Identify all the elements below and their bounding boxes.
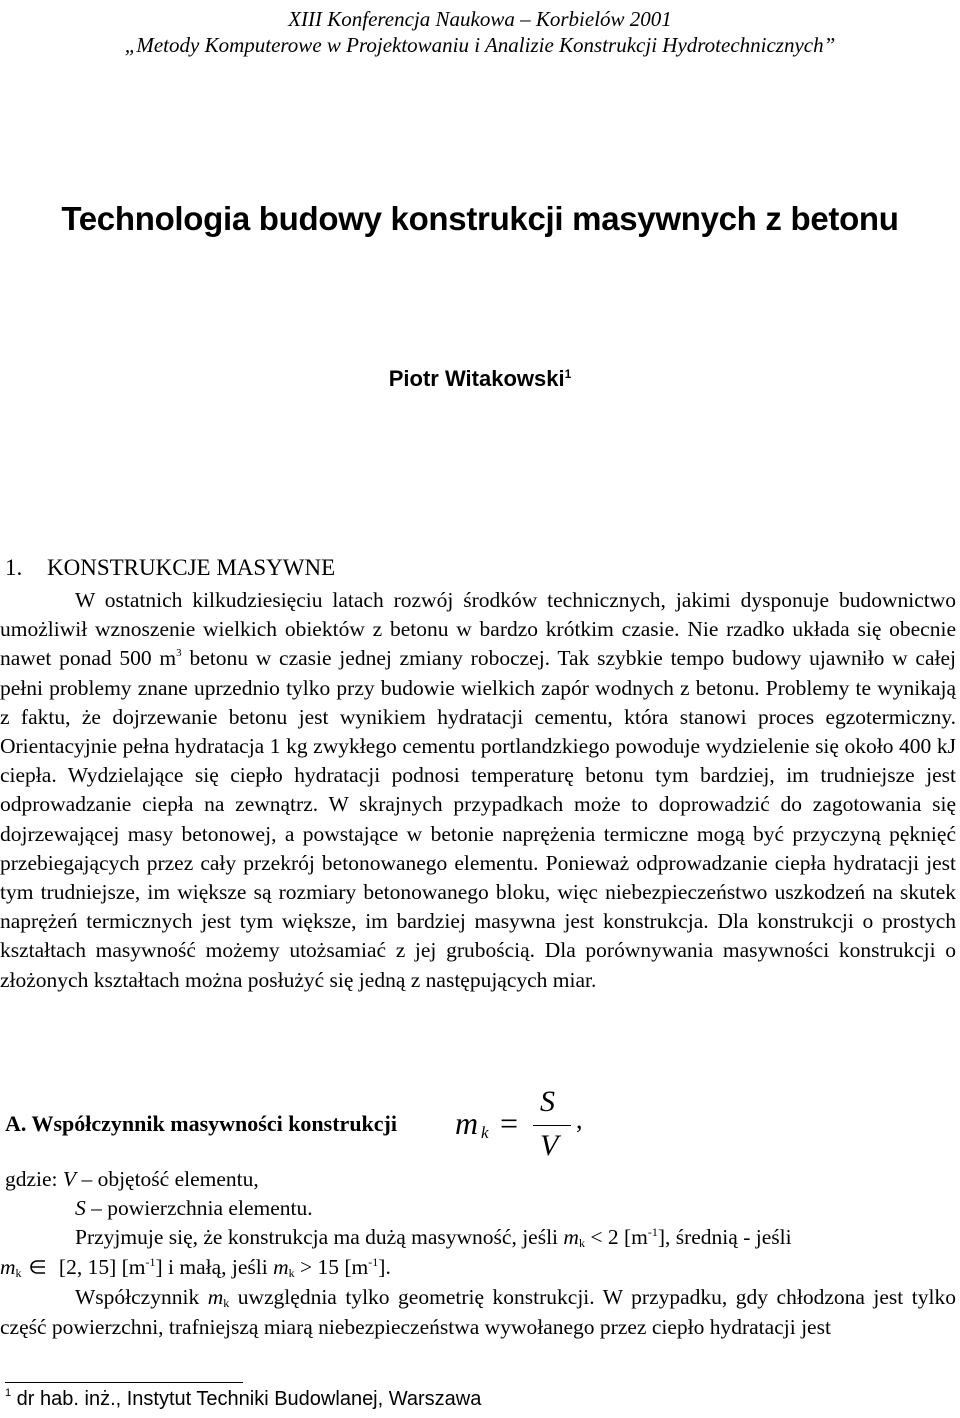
section-title: KONSTRUKCJE MASYWNE — [47, 555, 336, 580]
exponent: -1 — [368, 1255, 379, 1269]
text: ] i małą, jeśli — [155, 1255, 274, 1279]
formula-label: A. Współczynnik masywności konstrukcji — [5, 1111, 397, 1136]
symbol-m: m — [0, 1255, 16, 1279]
formula-comma: , — [576, 1105, 583, 1134]
conference-header-line1: XIII Konferencja Naukowa – Korbielów 2001 — [288, 7, 672, 31]
definition-V — [5, 1165, 313, 1194]
section-number: 1. — [5, 555, 23, 580]
classification-line-1 — [0, 1222, 956, 1252]
formula-equals: = — [500, 1105, 519, 1141]
footnote-text: dr hab. inż., Instytut Techniki Budowlanej, Warszawa — [11, 1388, 482, 1410]
paragraph-1-text-a: W ostatnich kilkudziesięciu latach rozwój środków technicznych, jakimi dysponuje budownictwo umożliwił wznoszenie wielkich obiektów z betonu w bardzo krótkim czasie. Nie rzadko układa się obecnie nawet ponad 500 m — [0, 588, 956, 671]
author-footnote-mark: 1 — [564, 367, 572, 381]
exponent: -1 — [647, 1225, 658, 1239]
document-title: Technologia budowy konstrukcji masywnych z betonu — [61, 200, 899, 237]
footnote-separator — [5, 1382, 243, 1383]
author-name: Piotr Witakowski — [388, 366, 565, 391]
section-heading — [5, 555, 335, 581]
massiveness-formula — [0, 1085, 960, 1165]
section-body — [0, 586, 956, 995]
cubic-superscript: 3 — [176, 647, 182, 660]
formula-denominator: V — [540, 1129, 559, 1162]
text: ]. — [378, 1255, 391, 1279]
conference-header-line2: „Metody Komputerowe w Projektowaniu i Analizie Konstrukcji Hydrotechnicznych” — [124, 33, 836, 57]
text: < 2 [m — [584, 1225, 648, 1249]
definition-V-text: – objętość elementu, — [76, 1167, 259, 1191]
classification-line-2 — [0, 1252, 956, 1282]
symbol-m: m — [563, 1225, 579, 1249]
coefficient-paragraph — [0, 1282, 956, 1342]
subscript-k: k — [223, 1296, 230, 1310]
symbol-definitions — [5, 1165, 313, 1223]
symbol-m: m — [207, 1285, 224, 1309]
text: Przyjmuje się, że konstrukcja ma dużą masywność, jeśli — [75, 1225, 564, 1249]
author — [0, 366, 960, 392]
subscript-k: k — [578, 1236, 585, 1250]
element-of-icon — [28, 1259, 48, 1275]
definition-S-text: – powierzchnia elementu. — [85, 1196, 313, 1220]
symbol-m: m — [273, 1255, 289, 1279]
symbol-S: S — [75, 1196, 86, 1220]
paragraph-1-text-b: betonu w czasie jednej zmiany roboczej. Tak szybkie tempo budowy ujawniło w całej pełni problemy znane uprzednio tylko przy budowie wielkich zapór wodnych z betonu. Problemy te wynikają z faktu, że dojrzewanie betonu jest wynikiem hydratacji cementu, która stanowi proces egzotermiczny. Orientacyjnie pełna hydratacja 1 kg zwykłego cementu portlandzkiego powoduje wydzielenie się około 400 kJ ciepła. Wydzielające się ciepło hydratacji podnosi temperaturę betonu tym bardziej, im trudniejsze jest odprowadzanie ciepła na zewnątrz. W skrajnych przypadkach może to doprowadzić do zagotowania się dojrzewającej masy betonowej, a powstające w betonie naprężenia termiczne mogą być przyczyną pęknięć przebiegających przez cały przekrój betonowanego elementu. Ponieważ odprowadzanie ciepła hydratacji jest tym trudniejsze, im większe są rozmiary betonowanego bloku, więc niebezpieczeństwo uszkodzeń na skutek naprężeń termicznych jest tym większe, im bardziej masywna jest konstrukcja. Dla konstrukcji o prostych kształtach masywność możemy utożsamiać z jej grubością. Dla porównywania masywności konstrukcji o złożonych kształtach można posłużyć się jedną z następujących miar. — [0, 646, 956, 992]
formula-subscript-k: k — [481, 1123, 489, 1142]
classification-paragraph — [0, 1222, 956, 1342]
footnote — [5, 1387, 481, 1411]
fraction-bar — [533, 1125, 571, 1126]
text: Współczynnik — [75, 1285, 208, 1309]
text: ], średnią - jeśli — [657, 1225, 792, 1249]
text: uwzględnia tylko geometrię konstrukcji. W przypadku, gdy chłodzona jest tylko część powierzchni, trafniejszą miarą niebezpieczeństwa wywołanego przez ciepło hydratacji jest — [0, 1285, 956, 1339]
text: > 15 [m — [294, 1255, 369, 1279]
footnote-mark: 1 — [5, 1387, 12, 1399]
definition-S — [5, 1194, 313, 1223]
symbol-V: V — [62, 1167, 77, 1191]
formula-m: m — [455, 1105, 479, 1141]
paragraph-1 — [0, 586, 956, 995]
text: [2, 15] [m — [53, 1255, 146, 1279]
where-label: gdzie: — [5, 1167, 58, 1191]
subscript-k: k — [15, 1266, 22, 1280]
formula-numerator: S — [540, 1085, 555, 1118]
subscript-k: k — [288, 1266, 295, 1280]
exponent: -1 — [145, 1255, 156, 1269]
